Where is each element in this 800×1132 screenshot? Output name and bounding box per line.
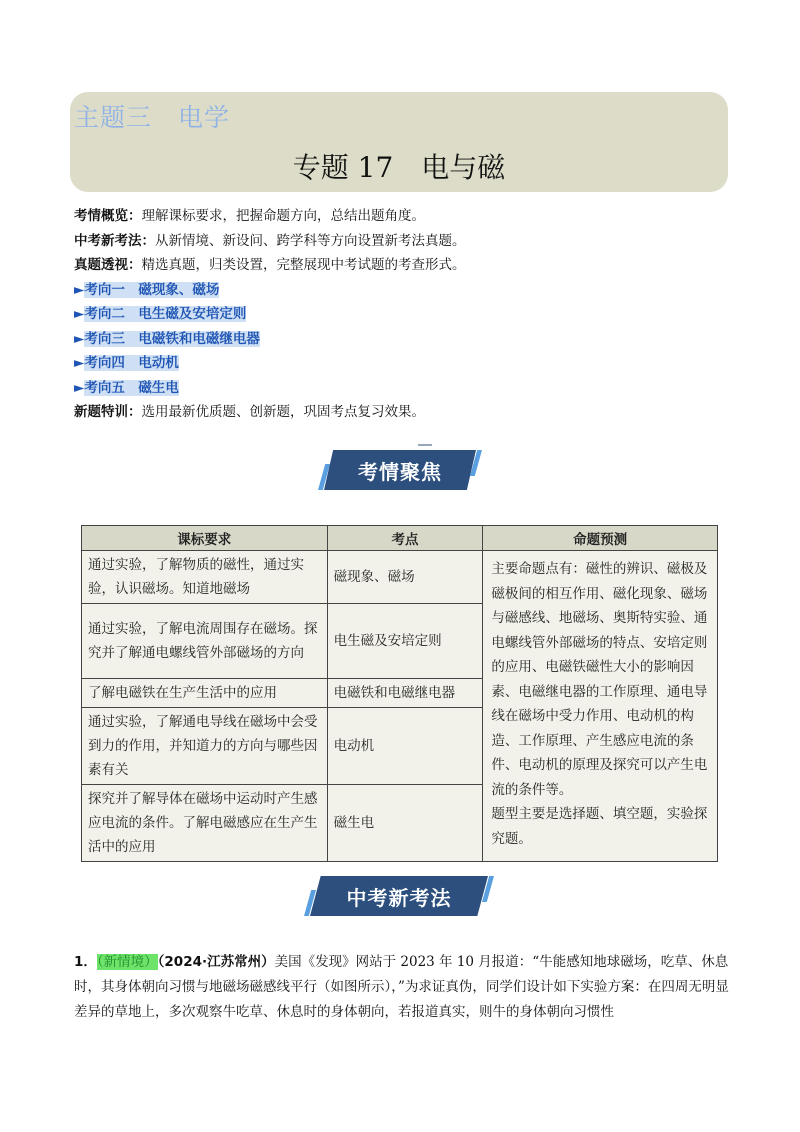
- direction-label: 考向一 磁现象、磁场: [84, 281, 220, 298]
- point-cell: 磁生电: [327, 785, 483, 862]
- question-text: 美国《发现》网站于 2023 年 10 月报道：“牛能感知地球磁场，吃草、休息时，其身体朝向习惯与地磁场磁感线平行（如图所示），”为求证真伪，同学们设计如下实验方案：在四周无明显差异的草地上，多次观察牛吃草、休息时的身体朝向，若报道真实，则牛的身体朝向习惯性: [74, 954, 729, 1020]
- direction-label: 考向三 电磁铁和电磁继电器: [84, 330, 260, 347]
- training-text: 选用最新优质题、创新题，巩固考点复习效果。: [141, 404, 425, 420]
- table-row: [82, 551, 718, 604]
- arrow-icon: ►: [74, 355, 85, 371]
- direction-link-4[interactable]: [74, 351, 734, 376]
- arrow-icon: ►: [74, 330, 85, 347]
- header-prediction: 命题预测: [483, 526, 718, 551]
- real-line: [74, 253, 734, 278]
- new-method-label: 中考新考法：: [74, 232, 155, 249]
- prediction-type-text: 题型主要是选择题、填空题，实验探究题。: [491, 806, 708, 847]
- direction-link-1[interactable]: [74, 278, 734, 303]
- question-number: 1．: [74, 954, 97, 970]
- direction-link-5[interactable]: [74, 376, 734, 401]
- overview-label: 考情概览：: [74, 208, 142, 224]
- requirement-cell: 通过实验，了解通电导线在磁场中会受到力的作用，并知道力的方向与哪些因素有关: [82, 708, 328, 785]
- requirement-cell: 通过实验，了解物质的磁性，通过实验，认识磁场。知道地磁场: [82, 551, 328, 604]
- overview-line: [74, 204, 734, 229]
- prediction-text: 主要命题点有：磁性的辨识、磁极及磁极间的相互作用、磁化现象、磁场与磁感线、地磁场、奥斯特实验、通电螺线管外部磁场的特点、安培定则的应用、电磁铁磁性大小的影响因素、电磁继电器的工作原理、通电导线在磁场中受力作用、电动机的构造、工作原理、产生感应电流的条件、电动机的原理及探究可以产生电流的条件等。: [491, 561, 708, 798]
- overview-text: 理解课标要求，把握命题方向，总结出题角度。: [141, 208, 425, 224]
- requirements-table: [81, 525, 718, 862]
- section-header-focus: [324, 450, 476, 490]
- requirement-cell: 探究并了解导体在磁场中运动时产生感应电流的条件。了解电磁感应在生产生活中的应用: [82, 785, 328, 862]
- point-cell: 电动机: [327, 708, 483, 785]
- direction-label: 考向二 电生磁及安培定则: [84, 306, 247, 322]
- topic-banner: [70, 92, 728, 192]
- new-method-text: 从新情境、新设问、跨学科等方向设置新考法真题。: [155, 232, 466, 249]
- arrow-icon: ►: [74, 379, 85, 396]
- point-cell: 电磁铁和电磁继电器: [327, 679, 483, 708]
- direction-label: 考向五 磁生电: [84, 379, 179, 396]
- section-header-new-method: [310, 876, 488, 916]
- training-label: 新题特训：: [74, 404, 142, 420]
- arrow-icon: ►: [74, 281, 85, 298]
- intro-block: [74, 204, 734, 425]
- requirement-cell: 通过实验，了解电流周围存在磁场。探究并了解通电螺线管外部磁场的方向: [82, 604, 328, 679]
- header-point: 考点: [327, 526, 483, 551]
- section-title: 中考新考法: [346, 885, 452, 910]
- question-source: （2024·江苏常州）: [157, 954, 275, 970]
- point-cell: 磁现象、磁场: [327, 551, 483, 604]
- direction-link-3[interactable]: [74, 327, 734, 352]
- requirement-cell: 了解电磁铁在生产生活中的应用: [82, 679, 328, 708]
- real-label: 真题透视：: [74, 257, 142, 273]
- divider-tick: [418, 444, 432, 446]
- question-1: [74, 950, 734, 1025]
- topic-label: 主题三 电学: [74, 103, 231, 132]
- point-cell: 电生磁及安培定则: [327, 604, 483, 679]
- section-title: 考情聚焦: [358, 459, 442, 484]
- question-tag: （新情境）: [96, 954, 158, 970]
- direction-link-2[interactable]: [74, 302, 734, 327]
- new-method-line: [74, 229, 734, 254]
- prediction-cell: [483, 551, 718, 862]
- arrow-icon: ►: [74, 306, 85, 322]
- table-header-row: [82, 526, 718, 551]
- header-requirement: 课标要求: [82, 526, 328, 551]
- direction-label: 考向四 电动机: [84, 355, 179, 371]
- training-line: [74, 400, 734, 425]
- real-text: 精选真题，归类设置，完整展现中考试题的考查形式。: [141, 257, 466, 273]
- page-title: 专题 17 电与磁: [292, 151, 506, 184]
